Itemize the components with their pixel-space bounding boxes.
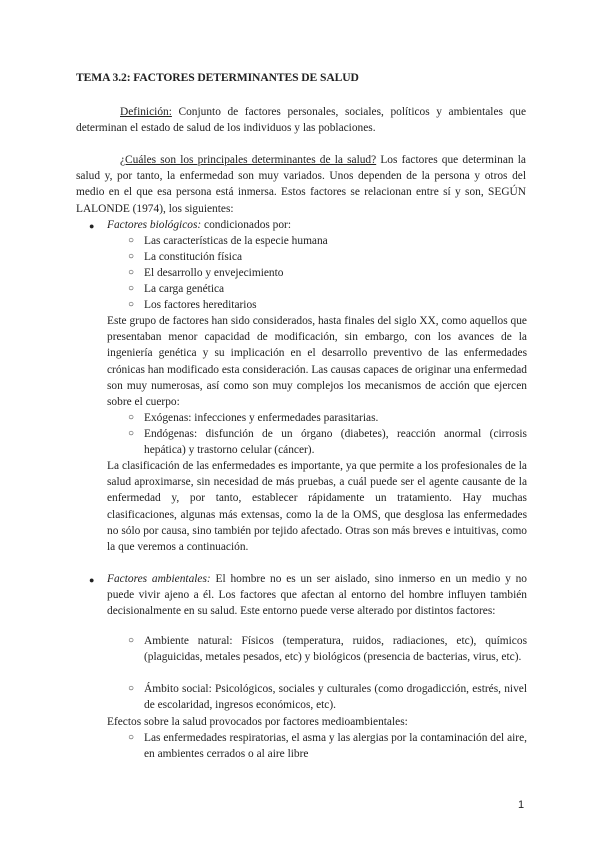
- bio-label: Factores biológicos:: [107, 219, 202, 231]
- page-number: 1: [518, 799, 525, 811]
- question-label: ¿Cuáles son los principales determinantes de la salud?: [120, 154, 377, 166]
- bio-cause: Endógenas: disfunción de un órgano (diabetes), reacción anormal (cirrosis hepática) y trastorno celular (cáncer).: [144, 428, 527, 457]
- circle-bullet: ○: [128, 732, 135, 743]
- env-item: Ambiente natural: Físicos (temperatura, ruidos, radiaciones, etc), químicos (plaguicidas, metales pesados, etc) y biológicos (presencia de bacterias, virus, etc).: [144, 635, 527, 664]
- bio-heading: [107, 217, 527, 233]
- question-text: Los factores que determinan la salud y, por tanto, la enfermedad son muy variados. Unos dependen de la persona y otros del medio en el que esa persona está inmersa. Estos factores se relacionan entre sí y son, SEGÚN LALONDE (1974), los siguientes:: [76, 154, 526, 215]
- env-text: El hombre no es un ser aislado, sino inmerso en un medio y no puede vivir ajeno a él. Los factores que afectan al entorno del hombre influyen también decisionalmente en su salud. Este entorno puede verse alterado por distintos factores:: [107, 573, 527, 618]
- circle-bullet: ○: [128, 683, 135, 694]
- env-item: Ámbito social: Psicológicos, sociales y culturales (como drogadicción, estrés, nivel de escolaridad, ingresos económicos, etc).: [144, 683, 527, 712]
- bio-item: Las características de la especie humana: [144, 235, 328, 247]
- env-paragraph: [107, 571, 527, 620]
- question-paragraph: [76, 152, 526, 217]
- circle-bullet: ○: [128, 412, 135, 423]
- bio-paragraph: Este grupo de factores han sido considerados, hasta finales del siglo XX, como aquellos que presentaban menor capacidad de modificación, sin embargo, con los avances de la ingeniería genética y su implicación en el desarrollo preventivo de las enfermedades crónicas han modificado esta consideración. Las causas capaces de originar una enfermedad son muy numerosas, así como son muy complejos los mecanismos de acción que ejercen sobre el cuerpo:: [107, 315, 527, 409]
- circle-bullet: ○: [128, 235, 135, 246]
- circle-bullet: ○: [128, 251, 135, 262]
- circle-bullet: ○: [128, 267, 135, 278]
- bio-item: La carga genética: [144, 283, 225, 295]
- bio-cause: Exógenas: infecciones y enfermedades parasitarias.: [144, 412, 379, 424]
- circle-bullet: ○: [128, 299, 135, 310]
- bio-item: Los factores hereditarios: [144, 299, 257, 311]
- env-effects-title: Efectos sobre la salud provocados por factores medioambientales:: [107, 716, 408, 728]
- bio-item: El desarrollo y envejecimiento: [144, 267, 284, 279]
- page-title: TEMA 3.2: FACTORES DETERMINANTES DE SALUD: [76, 71, 359, 84]
- circle-bullet: ○: [128, 635, 135, 646]
- bio-text: condicionados por:: [201, 219, 292, 231]
- definition-paragraph: [76, 104, 526, 136]
- definition-label: Definición:: [120, 106, 172, 118]
- env-label: Factores ambientales:: [107, 573, 211, 585]
- circle-bullet: ○: [128, 428, 135, 439]
- bullet-dot: ●: [89, 221, 95, 231]
- bullet-dot: ●: [89, 575, 95, 585]
- bio-item: La constitución física: [144, 251, 243, 263]
- bio-paragraph-2: La clasificación de las enfermedades es importante, ya que permite a los profesionales de la salud aproximarse, sin necesidad de más pruebas, a cuál puede ser el agente causante de la enfermedad y, por tanto, establecer rápidamente un tratamiento. Hay muchas clasificaciones, algunas más extensas, como la de la OMS, que desglosa las enfermedades no sólo por causa, sino también por tejido afectado. Otras son más breves e intuitivas, como la que veremos a continuación.: [107, 460, 527, 554]
- circle-bullet: ○: [128, 283, 135, 294]
- env-effect: Las enfermedades respiratorias, el asma y las alergias por la contaminación del aire, en ambientes cerrados o al aire libre: [144, 732, 527, 761]
- definition-text: Conjunto de factores personales, sociales, políticos y ambientales que determinan el estado de salud de los individuos y las poblaciones.: [76, 106, 526, 135]
